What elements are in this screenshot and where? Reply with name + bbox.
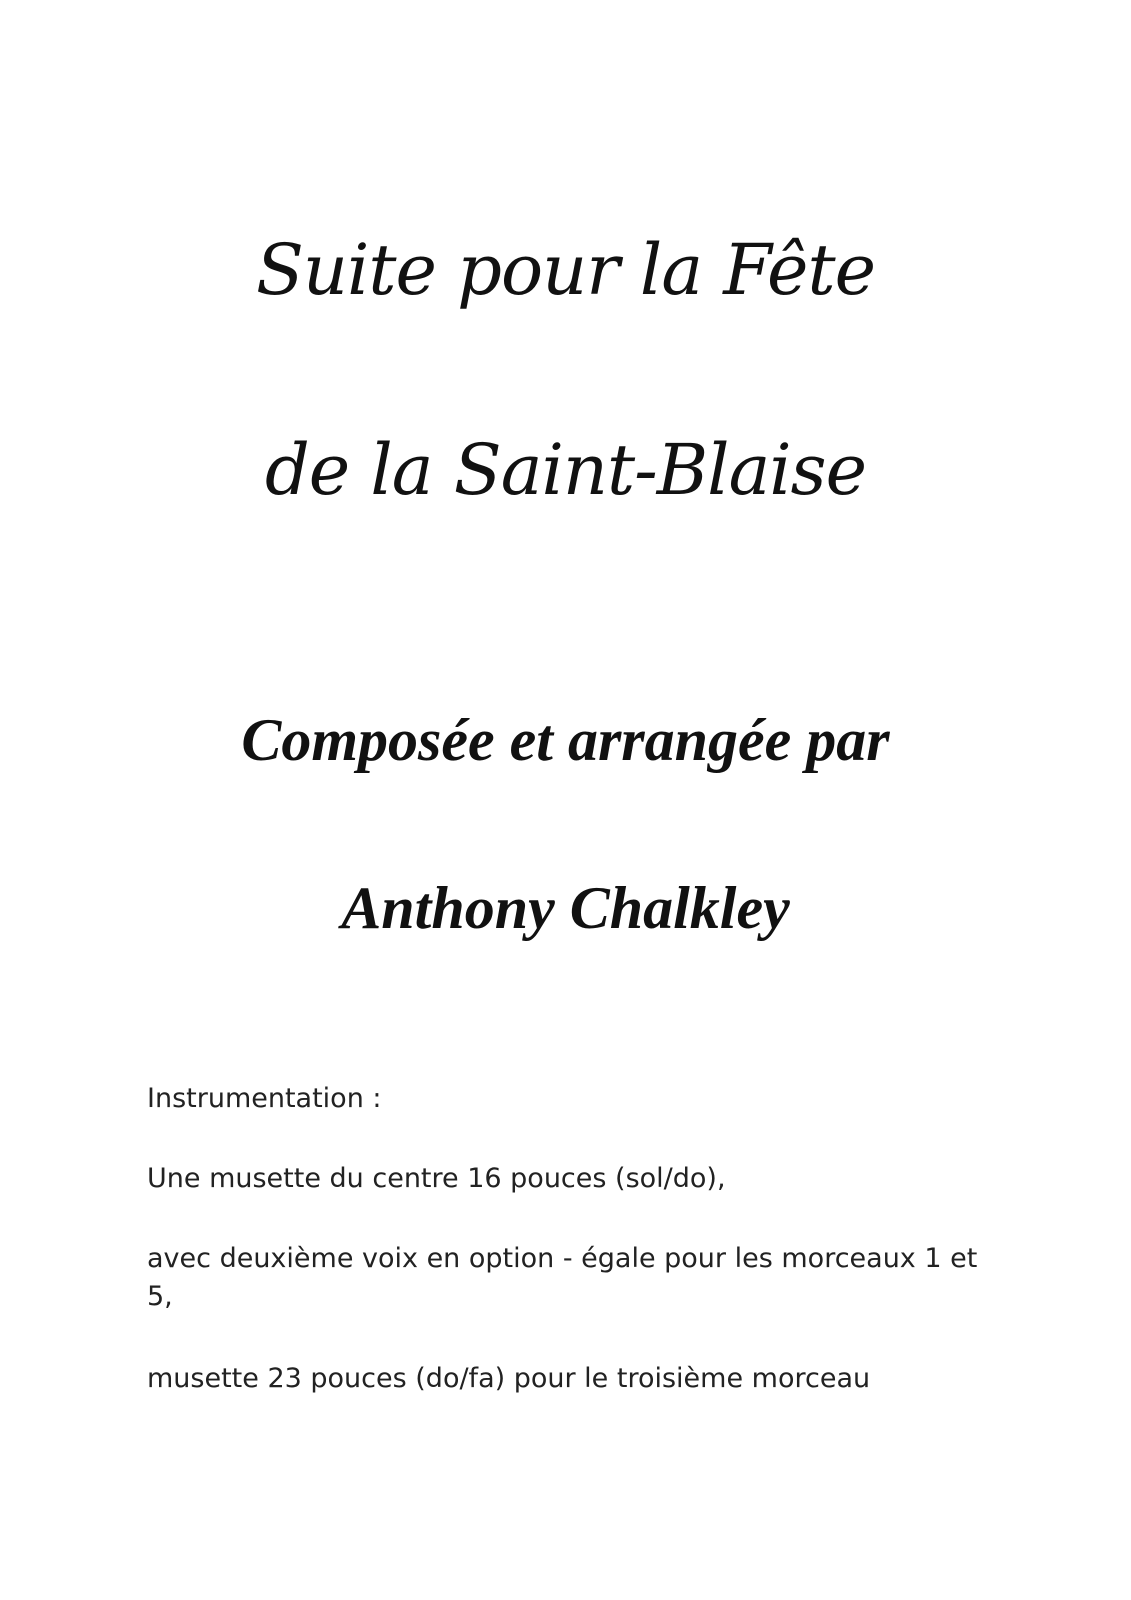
- composer-credit-label: Composée et arrangée par: [241, 707, 890, 773]
- instrumentation-line: avec deuxième voix en option - égale pour les morceaux 1 et 5,: [147, 1243, 978, 1312]
- title-line-1: Suite pour la Fête: [255, 229, 876, 311]
- instrumentation-line: musette 23 pouces (do/fa) pour le troisième morceau: [147, 1363, 871, 1394]
- instrumentation-heading: Instrumentation :: [147, 1083, 382, 1114]
- title-line-2: de la Saint-Blaise: [264, 429, 867, 511]
- composer-name: Anthony Chalkley: [341, 875, 790, 941]
- instrumentation-line: Une musette du centre 16 pouces (sol/do),: [147, 1163, 726, 1194]
